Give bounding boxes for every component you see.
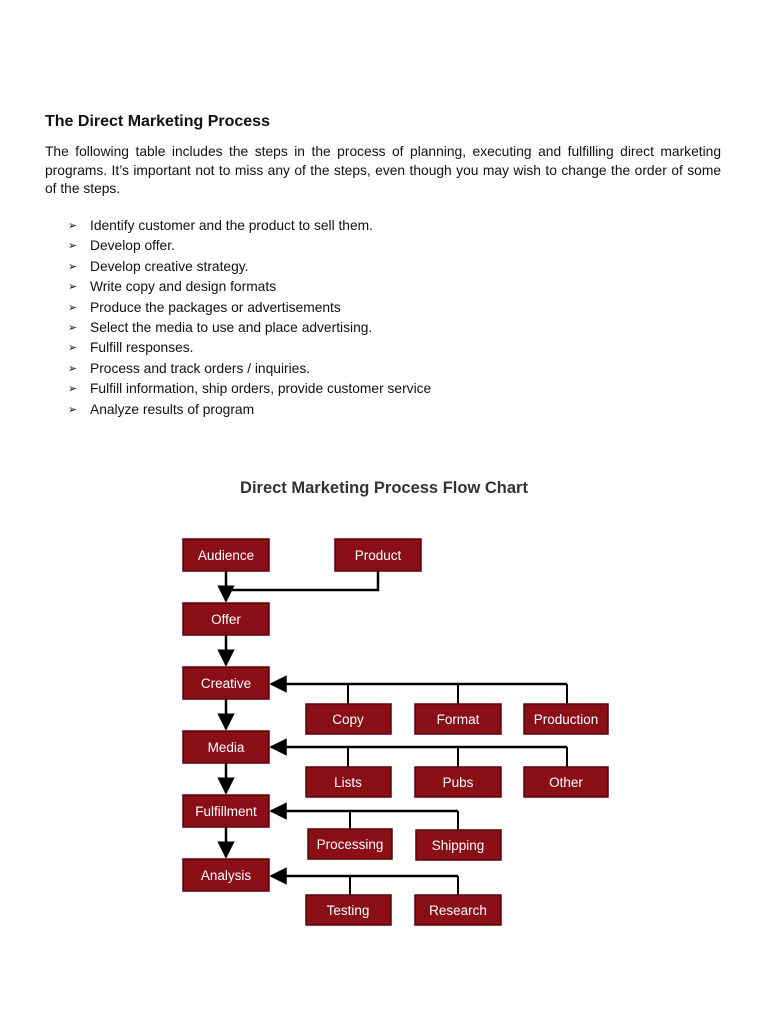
node-label: Product [354, 548, 402, 563]
arrow-bullet-icon: ➢ [68, 220, 78, 232]
node-processing [308, 829, 392, 859]
step-text: Select the media to use and place advertising. [90, 319, 373, 335]
arrow-bullet-icon: ➢ [68, 403, 78, 416]
node-label: Media [207, 740, 245, 755]
list-item [68, 298, 431, 318]
arrow-bullet-icon: ➢ [68, 342, 78, 355]
arrow-bullet-icon: ➢ [68, 301, 78, 314]
step-text: Write copy and design formats [90, 279, 277, 295]
node-analysis [183, 859, 269, 891]
node-lists [306, 767, 391, 797]
node-audience [183, 539, 269, 571]
node-label: Testing [326, 903, 370, 918]
list-item [68, 359, 431, 379]
node-format [415, 704, 501, 734]
flowchart [0, 520, 768, 940]
node-media [183, 731, 269, 763]
list-item [68, 257, 431, 277]
flowchart-title: Direct Marketing Process Flow Chart [240, 479, 528, 497]
list-item [68, 318, 431, 338]
step-text: Identify customer and the product to sell them. [90, 218, 373, 233]
node-research [415, 895, 501, 925]
node-testing [306, 895, 391, 925]
node-creative [183, 667, 269, 699]
node-label: Copy [332, 712, 364, 727]
arrow-bullet-icon: ➢ [68, 362, 78, 375]
arrow-bullet-icon: ➢ [68, 383, 78, 396]
node-production [524, 704, 608, 734]
list-item [68, 236, 431, 256]
flowchart-nodes [183, 539, 608, 925]
node-label: Production [533, 712, 599, 727]
connector-product-to-audience [226, 570, 378, 590]
node-shipping [416, 830, 501, 860]
node-fulfillment [183, 795, 269, 827]
list-item [68, 379, 431, 399]
node-copy [306, 704, 391, 734]
list-item [68, 338, 431, 358]
node-label: Fulfillment [195, 804, 257, 819]
arrow-bullet-icon: ➢ [68, 260, 78, 273]
arrow-bullet-icon: ➢ [68, 281, 78, 294]
step-text: Process and track orders / inquiries. [90, 360, 311, 376]
node-pubs [415, 767, 501, 797]
step-text: Develop creative strategy. [90, 258, 249, 274]
node-other [524, 767, 608, 797]
node-label: Format [436, 712, 480, 727]
node-product [335, 539, 421, 571]
node-offer [183, 603, 269, 635]
arrow-bullet-icon: ➢ [68, 321, 78, 334]
node-label: Offer [211, 612, 241, 627]
node-label: Creative [200, 676, 252, 691]
node-label: Audience [197, 548, 255, 563]
list-item [68, 216, 431, 236]
intro-paragraph: The following table includes the steps in the process of planning, executing and fulfilling direct marketing programs. It’s important not to miss any of the steps, even though you may wish to change the order of some of the steps. [45, 144, 721, 196]
steps-list [68, 216, 431, 420]
node-label: Processing [316, 837, 384, 852]
page-heading: The Direct Marketing Process [45, 113, 270, 130]
node-label: Lists [334, 775, 362, 790]
arrow-bullet-icon: ➢ [68, 240, 78, 253]
node-label: Analysis [200, 868, 252, 883]
node-label: Pubs [442, 775, 474, 790]
node-label: Shipping [431, 838, 485, 853]
step-text: Produce the packages or advertisements [90, 299, 341, 315]
list-item [68, 400, 431, 420]
flowchart-connectors [226, 570, 567, 895]
step-text: Fulfill information, ship orders, provide customer service [90, 381, 432, 397]
node-label: Other [549, 775, 583, 790]
step-text: Fulfill responses. [90, 340, 194, 356]
step-text: Analyze results of program [90, 401, 255, 417]
list-item [68, 277, 431, 297]
node-label: Research [429, 903, 487, 918]
step-text: Develop offer. [90, 238, 175, 254]
